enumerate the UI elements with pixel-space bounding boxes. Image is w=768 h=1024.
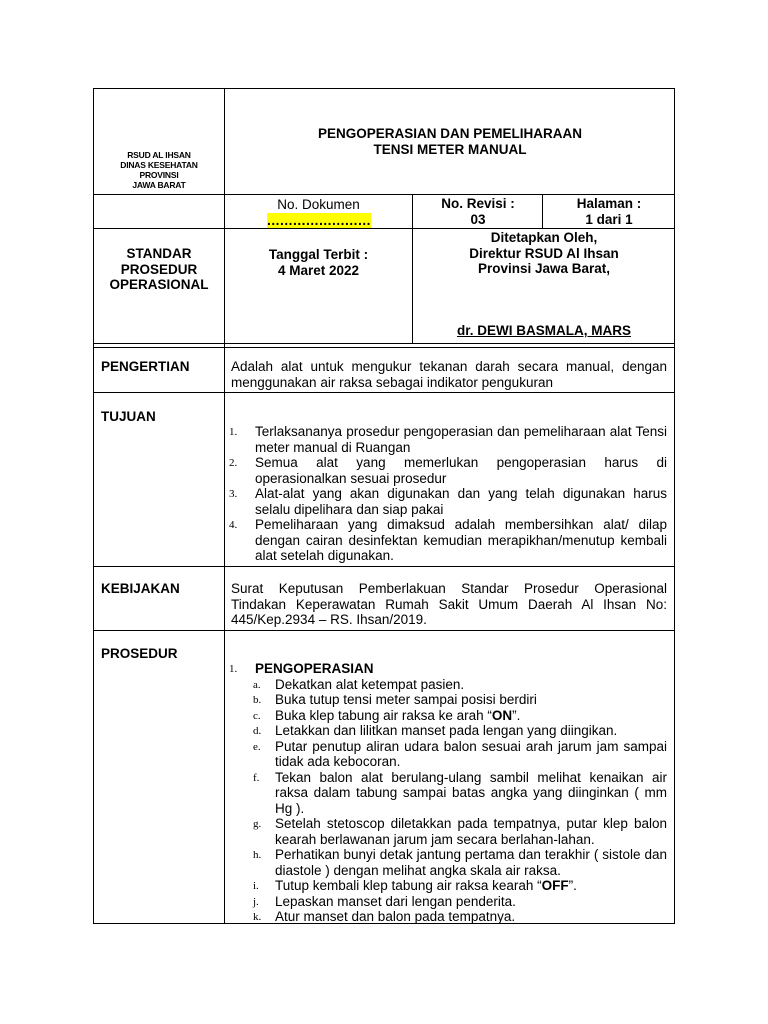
prosedur-section — [229, 661, 667, 925]
tujuan-list — [229, 424, 667, 564]
doc-number-cell — [226, 197, 411, 228]
document-title — [226, 126, 674, 157]
list-text: Dekatkan alat ketempat pasien. — [275, 676, 465, 692]
column-divider — [412, 194, 413, 344]
page-label: Halaman : — [576, 196, 642, 211]
revision-label: No. Revisi : — [441, 196, 515, 211]
signatory-name — [414, 323, 674, 339]
prosedur-label: PROSEDUR — [101, 646, 178, 661]
issue-date — [226, 247, 411, 278]
org-line: DINAS KESEHATAN — [120, 160, 198, 170]
column-divider — [224, 88, 225, 924]
row-divider — [93, 228, 675, 229]
list-letter: h. — [253, 849, 262, 861]
list-item — [253, 894, 667, 910]
list-text: Atur manset dan balon pada tempatnya. — [275, 909, 516, 924]
column-divider — [542, 194, 543, 229]
list-number: 4. — [229, 519, 238, 531]
sop-line: OPERASIONAL — [109, 277, 209, 292]
pengertian-label: PENGERTIAN — [101, 359, 190, 374]
doc-number-value: …………………… — [266, 212, 371, 228]
signatory-text: dr. DEWI BASMALA, MARS — [457, 323, 631, 338]
list-text: Semua alat yang memerlukan pengoperasian harus di operasionalkan sesuai prosedur — [255, 455, 667, 486]
list-letter: d. — [253, 725, 262, 737]
list-text: Buka tutup tensi meter sampai posisi berdiri — [275, 692, 537, 707]
list-text-bold: OFF — [541, 878, 569, 893]
list-number: 3. — [229, 488, 238, 500]
list-text: Perhatikan bunyi detak jantung pertama dan terakhir ( sistole dan diastole ) dengan melihat angka skala air raksa. — [275, 847, 667, 878]
list-item — [253, 739, 667, 770]
org-line: PROVINSI — [139, 170, 179, 180]
row-divider — [93, 347, 675, 348]
page-cell — [544, 196, 674, 227]
row-divider — [93, 343, 675, 344]
list-item — [229, 424, 667, 455]
list-letter: e. — [253, 740, 261, 753]
list-letter: a. — [253, 678, 261, 691]
list-letter: j. — [253, 895, 259, 908]
org-line: JAWA BARAT — [132, 180, 186, 190]
section-title: PENGOPERASIAN — [255, 661, 374, 676]
list-text: Alat-alat yang akan digunakan dan yang telah digunakan harus selalu dipelihara dan siap pakai — [255, 486, 667, 517]
organization-block — [96, 150, 222, 190]
org-line: RSUD AL IHSAN — [127, 150, 191, 160]
list-text: Putar penutup aliran udara balon sesuai arah jarum jam sampai tidak ada kebocoran. — [275, 738, 667, 769]
list-letter: f. — [253, 771, 260, 784]
list-text: Setelah stetoscop diletakkan pada tempatnya, putar klep balon kearah berlawanan jarum jam secara berlahan-lahan. — [275, 816, 667, 847]
sop-line: STANDAR — [126, 246, 192, 261]
page-value: 1 dari 1 — [585, 211, 633, 227]
list-item — [253, 692, 667, 708]
list-letter: i. — [253, 880, 259, 892]
approval-line: Provinsi Jawa Barat, — [477, 261, 611, 276]
list-letter: k. — [253, 911, 262, 923]
section-number: 1. — [229, 663, 238, 675]
list-item — [253, 878, 667, 894]
list-number: 2. — [229, 457, 238, 469]
list-item — [253, 909, 667, 925]
row-divider — [93, 392, 675, 393]
list-item — [229, 455, 667, 486]
kebijakan-label: KEBIJAKAN — [101, 581, 180, 596]
list-text: Tutup kembali klep tabung air raksa kearah “ — [275, 878, 542, 893]
list-number: 1. — [229, 426, 238, 438]
approval-line: Direktur RSUD Al Ihsan — [469, 245, 619, 261]
issue-date-value: 4 Maret 2022 — [277, 262, 360, 278]
doc-number-value-wrap — [226, 213, 411, 229]
list-item — [253, 770, 667, 817]
issue-date-label: Tanggal Terbit : — [268, 247, 369, 262]
row-divider — [93, 630, 675, 631]
list-text: ”. — [568, 878, 577, 893]
list-text: ”. — [512, 707, 521, 723]
approval-block — [414, 230, 674, 277]
tujuan-label: TUJUAN — [101, 409, 156, 424]
revision-value: 03 — [470, 211, 486, 227]
row-divider — [93, 566, 675, 567]
list-text: Letakkan dan lilitkan manset pada lengan yang diingikan. — [275, 723, 618, 738]
kebijakan-text: Surat Keputusan Pemberlakuan Standar Prosedur Operasional Tindakan Keperawatan Rumah Sakit Umum Daerah Al Ihsan No: 445/Kep.2934 – RS. Ihsan/2019. — [231, 581, 667, 627]
list-item — [253, 816, 667, 847]
revision-cell — [414, 196, 542, 227]
sop-line: PROSEDUR — [120, 261, 198, 277]
list-text: Pemeliharaan yang dimaksud adalah membersihkan alat/ dilap dengan cairan desinfektan kemudian merapikhan/menutup kembali alat setelah digunakan. — [255, 517, 667, 563]
list-item — [253, 677, 667, 693]
section-heading — [229, 661, 667, 677]
sop-label — [95, 246, 223, 293]
list-item — [229, 486, 667, 517]
approval-line: Ditetapkan Oleh, — [490, 230, 598, 245]
pengertian-text: Adalah alat untuk mengukur tekanan darah secara manual, dengan menggunakan air raksa sebagai indikator pengukuran — [231, 359, 667, 390]
list-text: Buka klep tabung air raksa ke arah “ — [275, 707, 492, 723]
list-item — [253, 723, 667, 739]
list-text-bold: ON — [491, 707, 513, 723]
title-line: TENSI METER MANUAL — [373, 141, 527, 157]
list-item — [253, 708, 667, 724]
list-letter: c. — [253, 709, 261, 722]
list-letter: g. — [253, 818, 262, 830]
table-border-right — [674, 88, 675, 924]
title-line: PENGOPERASIAN DAN PEMELIHARAAN — [317, 126, 583, 141]
table-border-left — [93, 88, 94, 924]
row-divider — [93, 194, 675, 195]
list-item — [253, 847, 667, 878]
doc-number-label: No. Dokumen — [277, 197, 360, 212]
list-text: Lepaskan manset dari lengan penderita. — [275, 893, 516, 909]
list-text: Terlaksananya prosedur pengoperasian dan pemeliharaan alat Tensi meter manual di Ruangan — [255, 424, 667, 455]
list-item — [229, 517, 667, 564]
list-text: Tekan balon alat berulang-ulang sambil melihat kenaikan air raksa dalam tabung sampai batas angka yang diinginkan ( mm Hg ). — [275, 769, 667, 816]
table-border-top — [93, 88, 675, 89]
list-letter: b. — [253, 694, 262, 706]
